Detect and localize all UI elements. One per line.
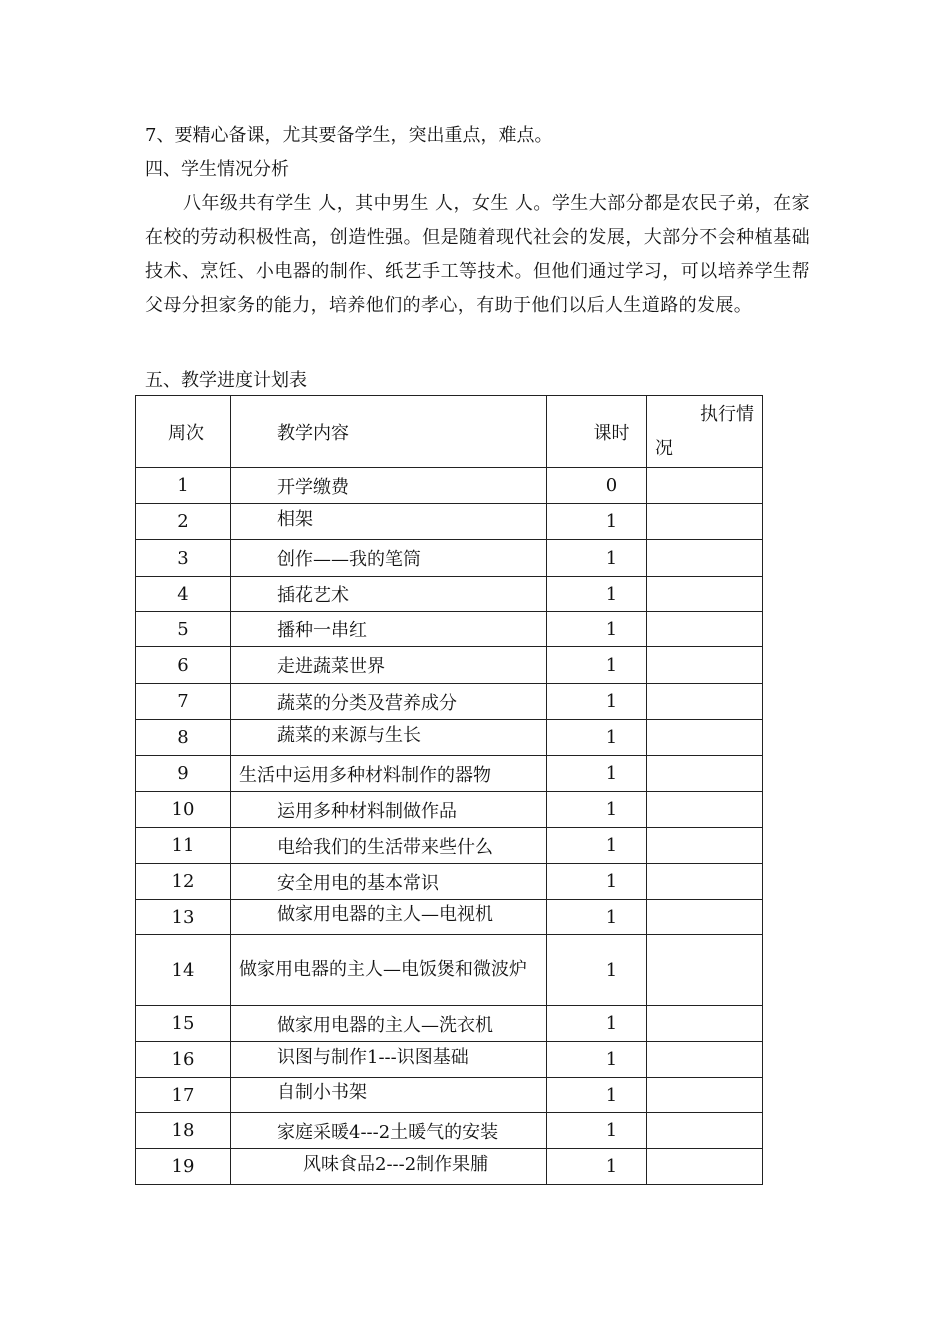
table-row <box>136 1078 763 1113</box>
header-hours: 课时 <box>547 396 647 468</box>
execution-cell <box>647 792 763 828</box>
execution-cell <box>647 647 763 684</box>
content-text: 创作——我的笔筒 <box>277 549 421 570</box>
week-cell: 19 <box>136 1149 231 1185</box>
week-cell: 14 <box>136 935 231 1006</box>
item-7-text: 7、要精心备课，尤其要备学生，突出重点，难点。 <box>145 125 553 146</box>
execution-cell <box>647 1006 763 1042</box>
content-cell <box>231 1113 547 1149</box>
content-cell <box>231 612 547 647</box>
content-text: 风味食品2---2制作果脯 <box>303 1153 489 1175</box>
table-row <box>136 612 763 647</box>
content-text: 做家用电器的主人—电饭煲和微波炉 <box>239 959 527 980</box>
student-analysis-paragraph: 八年级共有学生 人，其中男生 人，女生 人。学生大部分都是农民子弟，在家在校的劳动积极性高，创造性强。但是随着现代社会的发展，大部分不会种植基础技术、烹饪、小电器的制作、纸艺手工等技术。但他们通过学习，可以培养学生帮父母分担家务的能力，培养他们的孝心，有助于他们以后人生道路的发展。 <box>145 193 810 316</box>
hours-cell: 1 <box>547 1006 647 1042</box>
table-row <box>136 504 763 540</box>
hours-cell: 1 <box>547 828 647 864</box>
execution-cell <box>647 828 763 864</box>
section-4-heading: 四、学生情况分析 <box>145 159 289 180</box>
content-cell <box>231 864 547 900</box>
week-cell: 11 <box>136 828 231 864</box>
content-cell <box>231 900 547 935</box>
week-cell: 7 <box>136 684 231 720</box>
hours-cell: 1 <box>547 647 647 684</box>
week-cell: 15 <box>136 1006 231 1042</box>
content-cell <box>231 756 547 792</box>
week-cell: 3 <box>136 540 231 577</box>
hours-cell: 1 <box>547 1113 647 1149</box>
week-cell: 1 <box>136 468 231 504</box>
execution-cell <box>647 577 763 612</box>
hours-cell: 0 <box>547 468 647 504</box>
week-cell: 5 <box>136 612 231 647</box>
week-cell: 9 <box>136 756 231 792</box>
hours-cell: 1 <box>547 504 647 540</box>
table-row <box>136 1006 763 1042</box>
table-row <box>136 577 763 612</box>
execution-cell <box>647 1042 763 1078</box>
header-execution <box>647 396 763 468</box>
execution-cell <box>647 612 763 647</box>
table-row <box>136 540 763 577</box>
week-cell: 12 <box>136 864 231 900</box>
content-text: 电给我们的生活带来些什么 <box>277 836 493 858</box>
hours-cell: 1 <box>547 612 647 647</box>
table-row <box>136 900 763 935</box>
content-text: 蔬菜的来源与生长 <box>277 724 421 746</box>
execution-cell <box>647 684 763 720</box>
execution-cell <box>647 720 763 756</box>
execution-cell <box>647 1113 763 1149</box>
content-text: 生活中运用多种材料制作的器物 <box>239 764 491 786</box>
execution-cell <box>647 756 763 792</box>
content-cell <box>231 1006 547 1042</box>
table-row <box>136 864 763 900</box>
content-cell <box>231 540 547 577</box>
table-row <box>136 1042 763 1078</box>
content-text: 家庭采暖4---2土暖气的安装 <box>277 1121 499 1143</box>
content-text: 运用多种材料制做作品 <box>277 800 457 822</box>
content-text: 插花艺术 <box>277 585 349 606</box>
table-header-row <box>136 396 763 468</box>
table-row <box>136 935 763 1006</box>
week-cell: 8 <box>136 720 231 756</box>
content-cell <box>231 468 547 504</box>
hours-cell: 1 <box>547 1042 647 1078</box>
table-row <box>136 684 763 720</box>
table-row <box>136 1149 763 1185</box>
week-cell: 16 <box>136 1042 231 1078</box>
content-text: 走进蔬菜世界 <box>277 656 385 677</box>
section-5-heading: 五、教学进度计划表 <box>145 370 307 391</box>
hours-cell: 1 <box>547 720 647 756</box>
execution-cell <box>647 468 763 504</box>
content-cell <box>231 647 547 684</box>
week-cell: 13 <box>136 900 231 935</box>
week-cell: 2 <box>136 504 231 540</box>
week-cell: 6 <box>136 647 231 684</box>
table-row <box>136 720 763 756</box>
content-cell <box>231 792 547 828</box>
hours-cell: 1 <box>547 792 647 828</box>
content-cell <box>231 684 547 720</box>
content-cell <box>231 1149 547 1185</box>
content-text: 做家用电器的主人—电视机 <box>277 904 493 925</box>
execution-cell <box>647 540 763 577</box>
header-week: 周次 <box>136 396 231 468</box>
execution-cell <box>647 864 763 900</box>
table-row <box>136 756 763 792</box>
content-cell <box>231 1078 547 1113</box>
hours-cell: 1 <box>547 1078 647 1113</box>
content-cell <box>231 577 547 612</box>
table-row <box>136 1113 763 1149</box>
content-text: 播种一串红 <box>277 620 367 641</box>
execution-cell <box>647 900 763 935</box>
hours-cell: 1 <box>547 684 647 720</box>
content-text: 相架 <box>277 508 313 530</box>
execution-cell <box>647 935 763 1006</box>
table-row <box>136 468 763 504</box>
hours-cell: 1 <box>547 900 647 935</box>
content-text: 开学缴费 <box>277 476 349 498</box>
execution-cell <box>647 1149 763 1185</box>
content-cell <box>231 504 547 540</box>
table-row <box>136 792 763 828</box>
content-cell <box>231 935 547 1006</box>
table-row <box>136 647 763 684</box>
content-cell <box>231 828 547 864</box>
content-cell <box>231 720 547 756</box>
hours-cell: 1 <box>547 864 647 900</box>
content-text: 安全用电的基本常识 <box>277 872 439 894</box>
week-cell: 10 <box>136 792 231 828</box>
content-text: 自制小书架 <box>277 1082 367 1103</box>
content-text: 识图与制作1---识图基础 <box>277 1046 469 1068</box>
execution-cell <box>647 1078 763 1113</box>
header-content: 教学内容 <box>231 396 547 468</box>
hours-cell: 1 <box>547 756 647 792</box>
content-cell <box>231 1042 547 1078</box>
week-cell: 18 <box>136 1113 231 1149</box>
week-cell: 17 <box>136 1078 231 1113</box>
execution-cell <box>647 504 763 540</box>
hours-cell: 1 <box>547 935 647 1006</box>
week-cell: 4 <box>136 577 231 612</box>
hours-cell: 1 <box>547 577 647 612</box>
content-text: 蔬菜的分类及营养成分 <box>277 692 457 714</box>
table-row <box>136 828 763 864</box>
content-text: 做家用电器的主人—洗衣机 <box>277 1014 493 1036</box>
header-execution-line2: 况 <box>655 437 673 459</box>
header-execution-line1: 执行情 <box>700 403 754 425</box>
teaching-schedule-table <box>135 395 763 1185</box>
hours-cell: 1 <box>547 540 647 577</box>
hours-cell: 1 <box>547 1149 647 1185</box>
